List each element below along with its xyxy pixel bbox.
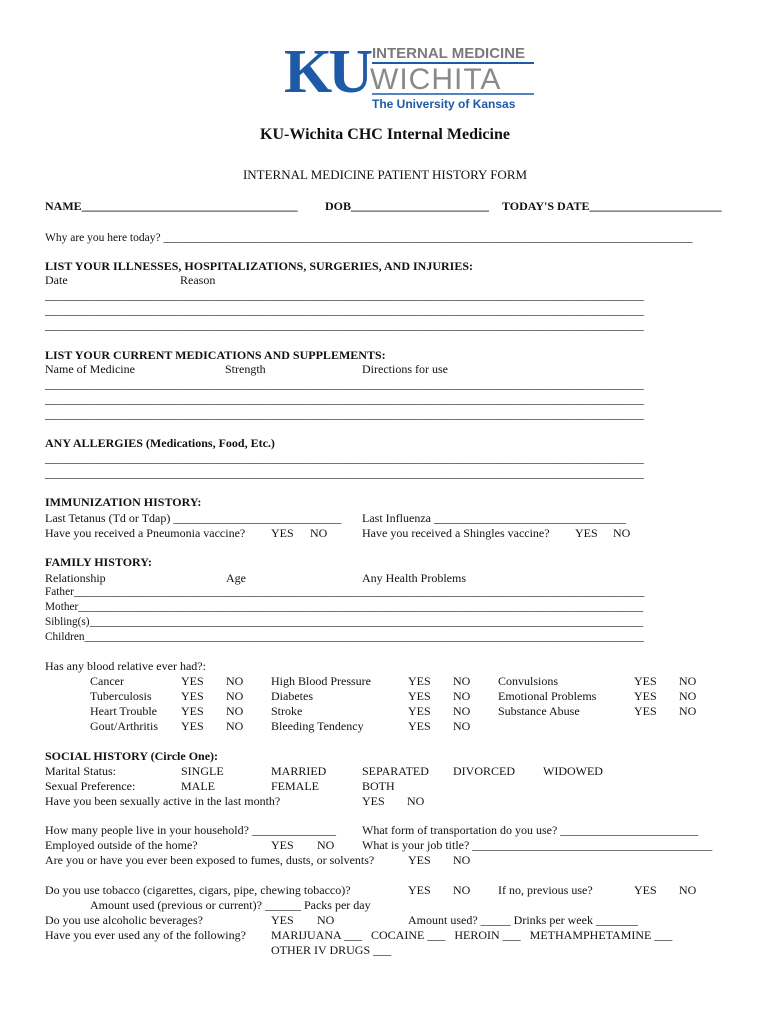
marital-option-separated[interactable]: SEPARATED xyxy=(362,764,429,778)
tobacco-yes[interactable]: YES xyxy=(408,883,431,897)
yes-option[interactable]: YES xyxy=(634,674,657,688)
sexual-preference-label: Sexual Preference: xyxy=(45,779,136,793)
allergy-line[interactable]: __________________________________________________________________________________________________________ xyxy=(45,468,644,480)
tobacco-no[interactable]: NO xyxy=(453,883,471,897)
medication-line[interactable]: __________________________________________________________________________________________________________ xyxy=(45,409,644,421)
yes-option[interactable]: YES xyxy=(408,704,431,718)
no-option[interactable]: NO xyxy=(453,719,471,733)
yes-option[interactable]: YES xyxy=(634,689,657,703)
logo-line1: INTERNAL MEDICINE xyxy=(372,45,526,62)
ku-wichita-logo xyxy=(282,42,542,114)
marital-option-single[interactable]: SINGLE xyxy=(181,764,224,778)
yes-option[interactable]: YES xyxy=(408,674,431,688)
no-option[interactable]: NO xyxy=(226,704,244,718)
drugs-options-line-1[interactable]: MARIJUANA ___ COCAINE ___ HEROIN ___ METHAMPHETAMINE ___ xyxy=(271,928,673,942)
drugs-question: Have you ever used any of the following? xyxy=(45,928,246,942)
no-option[interactable]: NO xyxy=(453,674,471,688)
shingles-yes-option[interactable]: YES xyxy=(575,526,598,540)
family-row-father[interactable]: Father_____________________________________________________________________________________________________ xyxy=(45,586,645,598)
pneumonia-no-option[interactable]: NO xyxy=(310,526,328,540)
form-title: INTERNAL MEDICINE PATIENT HISTORY FORM xyxy=(242,167,528,182)
drinks-per-week-field[interactable]: Amount used? _____ Drinks per week _______ xyxy=(408,913,638,927)
no-option[interactable]: NO xyxy=(226,674,244,688)
tobacco-question: Do you use tobacco (cigarettes, cigars, pipe, chewing tobacco)? xyxy=(45,883,351,897)
yes-option[interactable]: YES xyxy=(181,704,204,718)
no-option[interactable]: NO xyxy=(679,704,697,718)
immunization-heading: IMMUNIZATION HISTORY: xyxy=(45,495,202,509)
medications-heading: LIST YOUR CURRENT MEDICATIONS AND SUPPLEMENTS: xyxy=(45,348,386,362)
preference-option-female[interactable]: FEMALE xyxy=(271,779,319,793)
illness-line[interactable]: __________________________________________________________________________________________________________ xyxy=(45,305,644,317)
preference-option-both[interactable]: BOTH xyxy=(362,779,395,793)
medications-col-directions: Directions for use xyxy=(362,362,448,376)
employed-yes[interactable]: YES xyxy=(271,838,294,852)
yes-option[interactable]: YES xyxy=(181,689,204,703)
illnesses-col-reason: Reason xyxy=(180,273,216,287)
page-title: KU-Wichita CHC Internal Medicine xyxy=(260,126,510,143)
condition-label: Emotional Problems xyxy=(498,689,597,703)
condition-label: High Blood Pressure xyxy=(271,674,371,688)
allergy-line[interactable]: __________________________________________________________________________________________________________ xyxy=(45,453,644,465)
preference-option-male[interactable]: MALE xyxy=(181,779,215,793)
shingles-question: Have you received a Shingles vaccine? xyxy=(362,526,550,540)
transportation-field[interactable]: What form of transportation do you use? _______________________ xyxy=(362,823,699,837)
dob-field[interactable]: DOB_______________________ xyxy=(325,199,490,213)
no-option[interactable]: NO xyxy=(453,689,471,703)
yes-option[interactable]: YES xyxy=(408,719,431,733)
condition-label: Substance Abuse xyxy=(498,704,580,718)
last-tetanus-field[interactable]: Last Tetanus (Td or Tdap) ____________________________ xyxy=(45,511,342,525)
family-col-age: Age xyxy=(226,571,246,585)
marital-option-married[interactable]: MARRIED xyxy=(271,764,327,778)
tobacco-amount-field[interactable]: Amount used (previous or current)? ______ Packs per day xyxy=(90,898,371,912)
fumes-yes[interactable]: YES xyxy=(408,853,431,867)
no-option[interactable]: NO xyxy=(226,689,244,703)
yes-option[interactable]: YES xyxy=(181,719,204,733)
todays-date-field[interactable]: TODAY'S DATE______________________ xyxy=(502,199,722,213)
family-col-problems: Any Health Problems xyxy=(362,571,466,585)
condition-label: Diabetes xyxy=(271,689,313,703)
illnesses-col-date: Date xyxy=(45,273,68,287)
medications-col-strength: Strength xyxy=(225,362,266,376)
family-history-heading: FAMILY HISTORY: xyxy=(45,555,152,569)
marital-status-label: Marital Status: xyxy=(45,764,116,778)
alcohol-no[interactable]: NO xyxy=(317,913,335,927)
employed-question: Employed outside of the home? xyxy=(45,838,198,852)
fumes-question: Are you or have you ever been exposed to fumes, dusts, or solvents? xyxy=(45,853,375,867)
no-option[interactable]: NO xyxy=(679,689,697,703)
illness-line[interactable]: __________________________________________________________________________________________________________ xyxy=(45,290,644,302)
social-history-heading: SOCIAL HISTORY (Circle One): xyxy=(45,749,219,763)
no-option[interactable]: NO xyxy=(679,674,697,688)
sexually-active-no[interactable]: NO xyxy=(407,794,425,808)
medication-line[interactable]: __________________________________________________________________________________________________________ xyxy=(45,394,644,406)
fumes-no[interactable]: NO xyxy=(453,853,471,867)
logo-letters: KU xyxy=(284,42,369,106)
ku-logo-graphic xyxy=(282,42,542,114)
previous-use-yes[interactable]: YES xyxy=(634,883,657,897)
yes-option[interactable]: YES xyxy=(634,704,657,718)
logo-line3: The University of Kansas xyxy=(372,97,516,111)
no-option[interactable]: NO xyxy=(453,704,471,718)
alcohol-question: Do you use alcoholic beverages? xyxy=(45,913,203,927)
yes-option[interactable]: YES xyxy=(181,674,204,688)
blood-relative-question: Has any blood relative ever had?: xyxy=(45,659,206,673)
medications-col-name: Name of Medicine xyxy=(45,362,135,376)
condition-label: Cancer xyxy=(90,674,124,688)
condition-label: Stroke xyxy=(271,704,303,718)
condition-label: Convulsions xyxy=(498,674,559,688)
sexually-active-yes[interactable]: YES xyxy=(362,794,385,808)
family-row-mother[interactable]: Mother____________________________________________________________________________________________________ xyxy=(45,601,644,613)
marital-option-widowed[interactable]: WIDOWED xyxy=(543,764,603,778)
family-col-relationship: Relationship xyxy=(45,571,106,585)
logo-line2: WICHITA xyxy=(370,63,502,96)
alcohol-yes[interactable]: YES xyxy=(271,913,294,927)
pneumonia-question: Have you received a Pneumonia vaccine? xyxy=(45,526,246,540)
pneumonia-yes-option[interactable]: YES xyxy=(271,526,294,540)
previous-use-question: If no, previous use? xyxy=(498,883,593,897)
marital-option-divorced[interactable]: DIVORCED xyxy=(453,764,515,778)
sexually-active-question: Have you been sexually active in the last month? xyxy=(45,794,281,808)
allergies-heading: ANY ALLERGIES (Medications, Food, Etc.) xyxy=(45,436,275,450)
reason-for-visit-field[interactable]: Why are you here today? ____________________________________________________________________________________________ xyxy=(45,232,693,244)
last-influenza-field[interactable]: Last Influenza ________________________________ xyxy=(362,511,626,525)
medication-line[interactable]: __________________________________________________________________________________________________________ xyxy=(45,379,644,391)
illness-line[interactable]: __________________________________________________________________________________________________________ xyxy=(45,320,644,332)
name-field[interactable]: NAME____________________________________ xyxy=(45,199,298,213)
household-size-field[interactable]: How many people live in your household? ______________ xyxy=(45,823,336,837)
shingles-no-option[interactable]: NO xyxy=(613,526,631,540)
condition-label: Gout/Arthritis xyxy=(90,719,158,733)
no-option[interactable]: NO xyxy=(226,719,244,733)
yes-option[interactable]: YES xyxy=(408,689,431,703)
family-row-children[interactable]: Children___________________________________________________________________________________________________ xyxy=(45,631,644,643)
family-row-siblings[interactable]: Sibling(s)__________________________________________________________________________________________________ xyxy=(45,616,644,628)
previous-use-no[interactable]: NO xyxy=(679,883,697,897)
job-title-field[interactable]: What is your job title? ________________________________________ xyxy=(362,838,713,852)
condition-label: Tuberculosis xyxy=(90,689,152,703)
condition-label: Bleeding Tendency xyxy=(271,719,364,733)
drugs-options-line-2[interactable]: OTHER IV DRUGS ___ xyxy=(271,943,392,957)
condition-label: Heart Trouble xyxy=(90,704,157,718)
illnesses-heading: LIST YOUR ILLNESSES, HOSPITALIZATIONS, SURGERIES, AND INJURIES: xyxy=(45,259,474,273)
employed-no[interactable]: NO xyxy=(317,838,335,852)
